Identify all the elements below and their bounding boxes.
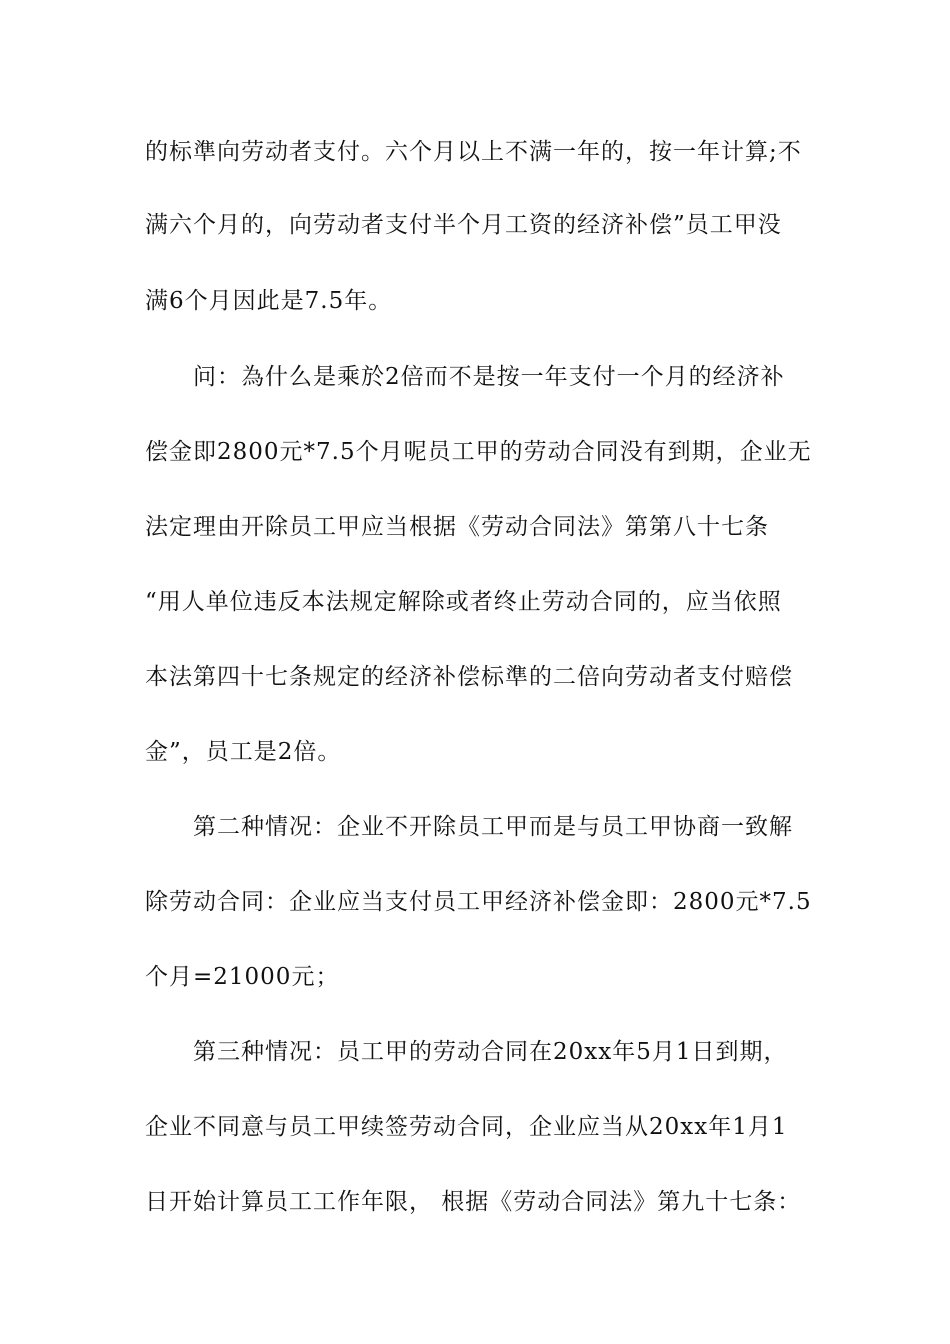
text-line: 偿金即2800元*7.5个月呢员工甲的劳动合同没有到期，企业无 [145, 439, 812, 465]
text-line: 企业不同意与员工甲续签劳动合同，企业应当从20xx年1月1 [145, 1114, 788, 1140]
paragraph-start-line: 问：為什么是乘於2倍而不是按一年支付一个月的经济补 [193, 364, 785, 390]
text-line: 个月=21000元； [145, 964, 340, 990]
paragraph-start-line: 第二种情况：企业不开除员工甲而是与员工甲协商一致解 [193, 814, 793, 840]
text-line: 本法第四十七条规定的经济补偿标準的二倍向劳动者支付赔偿 [145, 664, 793, 690]
paragraph-start-line: 第三种情况：员工甲的劳动合同在20xx年5月1日到期， [193, 1039, 788, 1065]
text-line: 法定理由开除员工甲应当根据《劳动合同法》第第八十七条 [145, 514, 769, 540]
text-line: 满六个月的，向劳动者支付半个月工资的经济补偿”员工甲没 [145, 212, 782, 238]
text-line: 金”，员工是2倍。 [145, 739, 342, 765]
text-line: 满6个月因此是7.5年。 [145, 288, 393, 314]
text-line: 除劳动合同：企业应当支付员工甲经济补偿金即：2800元*7.5 [145, 889, 812, 915]
text-line: “用人单位违反本法规定解除或者终止劳动合同的，应当依照 [145, 589, 782, 615]
text-line: 的标準向劳动者支付。六个月以上不满一年的，按一年计算;不 [145, 139, 802, 165]
text-line: 日开始计算员工工作年限， 根据《劳动合同法》第九十七条： [145, 1189, 802, 1215]
